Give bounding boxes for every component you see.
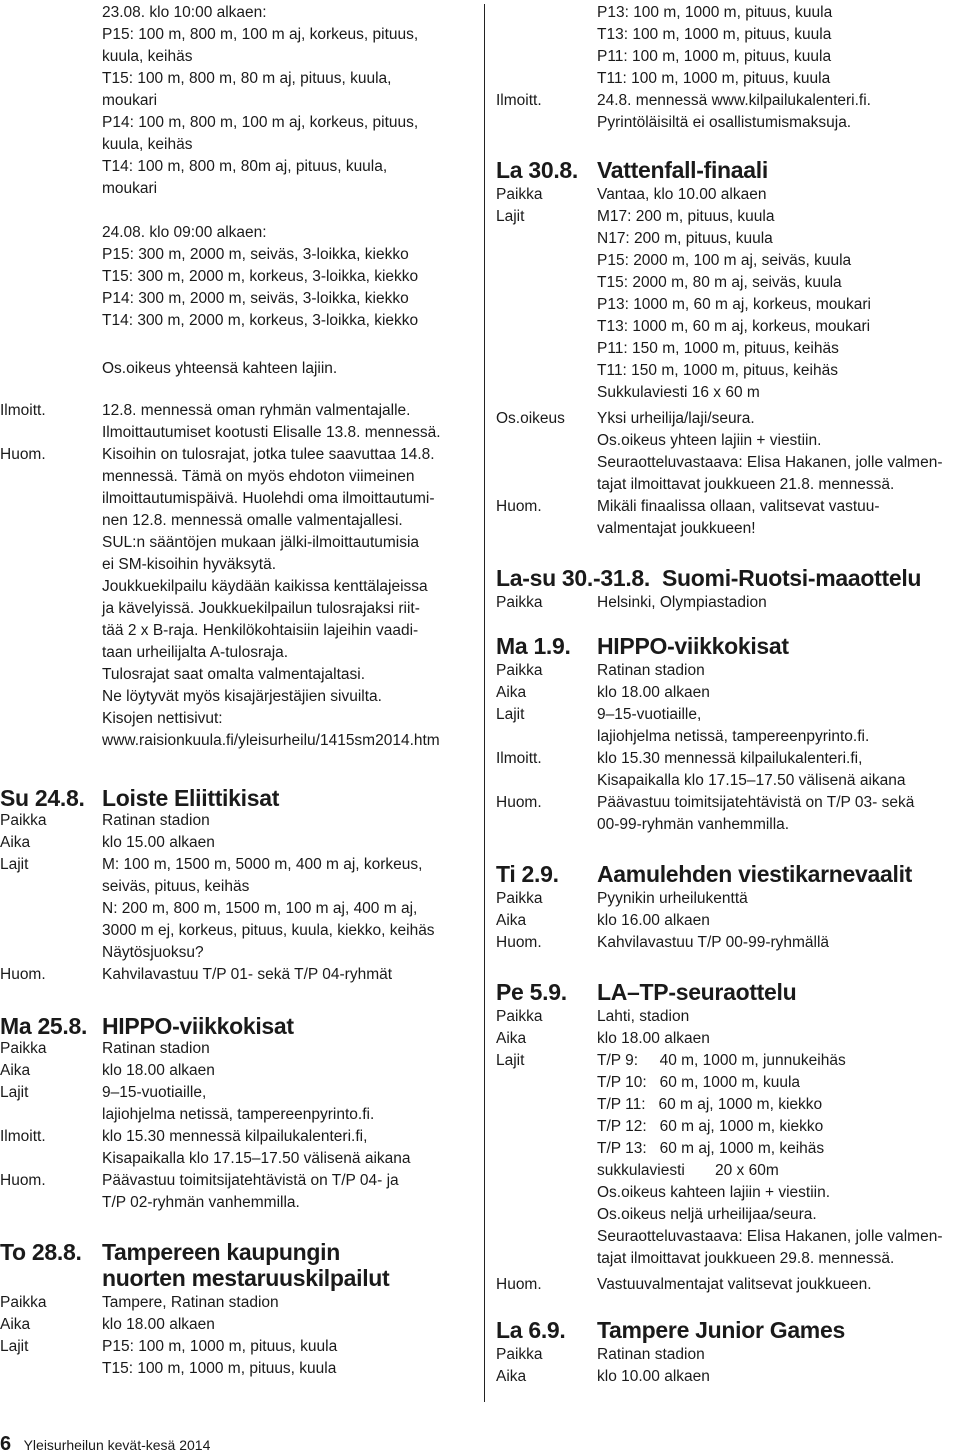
left-column: [0, 0, 478, 1455]
field-value: Kisojen nettisivut:: [102, 710, 223, 727]
page-number: 6: [0, 1433, 12, 1455]
field-value: Kisoihin on tulosrajat, jotka tulee saavuttaa 14.8.: [102, 446, 435, 463]
field-value: P13: 1000 m, 60 m aj, korkeus, moukari: [597, 296, 871, 313]
field-value: Helsinki, Olympiastadion: [597, 594, 767, 611]
field-value: moukari: [102, 180, 158, 197]
field-value: P11: 100 m, 1000 m, pituus, kuula: [597, 48, 832, 65]
field-value: P15: 100 m, 1000 m, pituus, kuula: [102, 1338, 338, 1355]
event-title: nuorten mestaruuskilpailut: [102, 1265, 390, 1291]
field-value: T14: 100 m, 800 m, 80m aj, pituus, kuula,: [102, 158, 388, 175]
field-value: tää 2 x B-raja. Henkilökohtaisiin lajeihin vaadi-: [102, 622, 419, 639]
field-label: Paikka: [496, 890, 543, 907]
field-value: 00-99-ryhmän vanhemmilla.: [597, 816, 790, 833]
field-value: ei SM-kisoihin hyväksytä.: [102, 556, 277, 573]
field-label: Lajit: [0, 1338, 29, 1355]
field-value: T14: 300 m, 2000 m, korkeus, 3-loikka, kiekko: [102, 312, 419, 329]
field-value: lajiohjelma netissä, tampereenpyrinto.fi.: [597, 728, 870, 745]
field-value: klo 16.00 alkaen: [597, 912, 710, 929]
field-value: M17: 200 m, pituus, kuula: [597, 208, 775, 225]
field-value: mennessä. Tämä on myös ehdoton viimeinen: [102, 468, 415, 485]
field-value: Seuraotteluvastaava: Elisa Hakanen, jolle valmen-: [597, 1228, 943, 1245]
field-value: nen 12.8. mennessä omalle valmentajallesi.: [102, 512, 403, 529]
field-value: Ratinan stadion: [597, 662, 705, 679]
event-date: La 30.8.: [496, 157, 578, 183]
field-value: Tampere, Ratinan stadion: [102, 1294, 279, 1311]
field-value: Sukkulaviesti 16 x 60 m: [597, 384, 760, 401]
field-label: Ilmoitt.: [496, 92, 542, 109]
field-value: T/P 9: 40 m, 1000 m, junnukeihäs: [597, 1052, 846, 1069]
page-footer: [0, 1433, 210, 1455]
field-label: Paikka: [496, 186, 543, 203]
field-label: Paikka: [0, 1040, 47, 1057]
field-value: T15: 100 m, 800 m, 80 m aj, pituus, kuula,: [102, 70, 392, 87]
field-value: Os.oikeus neljä urheilijaa/seura.: [597, 1206, 817, 1223]
field-value: Os.oikeus kahteen lajiin + viestiin.: [597, 1184, 831, 1201]
field-label: Paikka: [496, 662, 543, 679]
field-value: klo 15.30 mennessä kilpailukalenteri.fi,: [597, 750, 863, 767]
field-label: Aika: [0, 1316, 31, 1333]
field-value: kuula, keihäs: [102, 48, 193, 65]
field-value: Ratinan stadion: [597, 1346, 705, 1363]
event-title: Tampere Junior Games: [597, 1317, 845, 1343]
field-value: Päävastuu toimitsijatehtävistä on T/P 03- sekä: [597, 794, 915, 811]
field-value: P15: 2000 m, 100 m aj, seiväs, kuula: [597, 252, 852, 269]
field-label: Lajit: [0, 1084, 29, 1101]
field-value: T/P 10: 60 m, 1000 m, kuula: [597, 1074, 801, 1091]
field-label: Paikka: [496, 594, 543, 611]
field-value: ilmoittautumispäivä. Huolehdi oma ilmoittautumi-: [102, 490, 435, 507]
field-value: Ratinan stadion: [102, 812, 210, 829]
field-label: Aika: [496, 684, 527, 701]
field-value: T13: 100 m, 1000 m, pituus, kuula: [597, 26, 832, 43]
field-value: T/P 02-ryhmän vanhemmilla.: [102, 1194, 300, 1211]
field-value: tajat ilmoittavat joukkueen 21.8. mennessä.: [597, 476, 895, 493]
event-title: LA–TP-seuraottelu: [597, 979, 797, 1005]
field-value: Kisapaikalla klo 17.15–17.50 välisenä aikana: [597, 772, 906, 789]
field-label: Lajit: [496, 1052, 525, 1069]
field-value: P14: 300 m, 2000 m, seiväs, 3-loikka, kiekko: [102, 290, 409, 307]
field-value: T/P 11: 60 m aj, 1000 m, kiekko: [597, 1096, 823, 1113]
event-title: Tampereen kaupungin: [102, 1239, 340, 1265]
field-value: klo 18.00 alkaen: [102, 1316, 215, 1333]
field-label: Aika: [0, 834, 31, 851]
event-date: La 6.9.: [496, 1317, 566, 1343]
field-label: Huom.: [496, 1276, 542, 1293]
field-value: kuula, keihäs: [102, 136, 193, 153]
field-value: klo 18.00 alkaen: [102, 1062, 215, 1079]
field-value: Pyrintöläisiltä ei osallistumismaksuja.: [597, 114, 852, 131]
field-value: T/P 12: 60 m aj, 1000 m, kiekko: [597, 1118, 824, 1135]
event-date: Ma 1.9.: [496, 633, 571, 659]
field-value: Näytösjuoksu?: [102, 944, 204, 961]
field-value: Os.oikeus yhteen lajiin + viestiin.: [597, 432, 822, 449]
field-value: Ne löytyvät myös kisajärjestäjien sivuilta.: [102, 688, 382, 705]
field-value: klo 15.00 alkaen: [102, 834, 215, 851]
column-divider: [484, 4, 485, 1402]
field-label: Os.oikeus: [496, 410, 565, 427]
event-date: Pe 5.9.: [496, 979, 567, 1005]
field-label: Huom.: [496, 794, 542, 811]
field-value: sukkulaviesti 20 x 60m: [597, 1162, 779, 1179]
field-value: Pyynikin urheilukenttä: [597, 890, 748, 907]
field-value: T11: 150 m, 1000 m, pituus, keihäs: [597, 362, 838, 379]
field-value: klo 18.00 alkaen: [597, 684, 710, 701]
field-label: Huom.: [0, 446, 46, 463]
field-label: Lajit: [496, 208, 525, 225]
field-value: klo 15.30 mennessä kilpailukalenteri.fi,: [102, 1128, 368, 1145]
field-value: seiväs, pituus, keihäs: [102, 878, 250, 895]
field-label: Ilmoitt.: [0, 402, 46, 419]
field-value: T13: 1000 m, 60 m aj, korkeus, moukari: [597, 318, 871, 335]
event-date: Su 24.8.: [0, 785, 85, 811]
field-value: lajiohjelma netissä, tampereenpyrinto.fi.: [102, 1106, 375, 1123]
field-value: 12.8. mennessä oman ryhmän valmentajalle.: [102, 402, 411, 419]
field-label: Lajit: [496, 706, 525, 723]
event-title: HIPPO-viikkokisat: [102, 1013, 294, 1039]
event-title: Suomi-Ruotsi-maaottelu: [662, 565, 922, 591]
field-value: Ilmoittautumiset kootusti Elisalle 13.8. mennessä.: [102, 424, 441, 441]
field-value: www.raisionkuula.fi/yleisurheilu/1415sm2014.htm: [102, 732, 440, 749]
field-label: Paikka: [0, 812, 47, 829]
field-label: Huom.: [496, 498, 542, 515]
field-value: tajat ilmoittavat joukkueen 29.8. mennessä.: [597, 1250, 895, 1267]
field-value: 9–15-vuotiaille,: [102, 1084, 207, 1101]
event-title: Aamulehden viestikarnevaalit: [597, 861, 913, 887]
field-value: T15: 100 m, 1000 m, pituus, kuula: [102, 1360, 337, 1377]
field-value: Ratinan stadion: [102, 1040, 210, 1057]
field-value: P13: 100 m, 1000 m, pituus, kuula: [597, 4, 833, 21]
field-value: valmentajat joukkueen!: [597, 520, 756, 537]
field-label: Paikka: [0, 1294, 47, 1311]
publication-name: Yleisurheilun kevät-kesä 2014: [23, 1437, 211, 1453]
field-value: Kisapaikalla klo 17.15–17.50 välisenä aikana: [102, 1150, 411, 1167]
field-value: Vastuuvalmentajat valitsevat joukkueen.: [597, 1276, 872, 1293]
field-label: Ilmoitt.: [0, 1128, 46, 1145]
field-value: Os.oikeus yhteensä kahteen lajiin.: [102, 360, 338, 377]
field-label: Lajit: [0, 856, 29, 873]
field-value: Kahvilavastuu T/P 00-99-ryhmällä: [597, 934, 830, 951]
field-value: SUL:n sääntöjen mukaan jälki-ilmoittautumisia: [102, 534, 420, 551]
event-date: La-su 30.-31.8.: [496, 565, 651, 591]
field-value: taan urheilijalta A-tulosraja.: [102, 644, 289, 661]
field-value: Mikäli finaalissa ollaan, valitsevat vastuu-: [597, 498, 880, 515]
field-value: P11: 150 m, 1000 m, pituus, keihäs: [597, 340, 839, 357]
field-value: P14: 100 m, 800 m, 100 m aj, korkeus, pituus,: [102, 114, 419, 131]
field-value: 23.08. klo 10:00 alkaen:: [102, 4, 267, 21]
field-label: Aika: [496, 1368, 527, 1385]
field-label: Huom.: [0, 966, 46, 983]
field-label: Aika: [496, 912, 527, 929]
field-value: M: 100 m, 1500 m, 5000 m, 400 m aj, korkeus,: [102, 856, 423, 873]
field-value: moukari: [102, 92, 158, 109]
field-value: T11: 100 m, 1000 m, pituus, kuula: [597, 70, 831, 87]
field-value: klo 18.00 alkaen: [597, 1030, 710, 1047]
field-value: Tulosrajat saat omalta valmentajaltasi.: [102, 666, 366, 683]
field-value: T/P 13: 60 m aj, 1000 m, keihäs: [597, 1140, 825, 1157]
field-label: Huom.: [496, 934, 542, 951]
field-value: Seuraotteluvastaava: Elisa Hakanen, jolle valmen-: [597, 454, 943, 471]
event-title: HIPPO-viikkokisat: [597, 633, 789, 659]
field-value: 9–15-vuotiaille,: [597, 706, 702, 723]
field-value: Päävastuu toimitsijatehtävistä on T/P 04- ja: [102, 1172, 399, 1189]
field-label: Huom.: [0, 1172, 46, 1189]
field-label: Aika: [496, 1030, 527, 1047]
field-value: Lahti, stadion: [597, 1008, 690, 1025]
field-value: Joukkuekilpailu käydään kaikissa kenttälajeissa: [102, 578, 428, 595]
field-value: ja kävelyissä. Joukkuekilpailun tulosrajaksi riit-: [102, 600, 420, 617]
field-value: Vantaa, klo 10.00 alkaen: [597, 186, 767, 203]
field-value: T15: 2000 m, 80 m aj, seiväs, kuula: [597, 274, 842, 291]
event-title: Loiste Eliittikisat: [102, 785, 280, 811]
field-value: N17: 200 m, pituus, kuula: [597, 230, 773, 247]
field-value: Kahvilavastuu T/P 01- sekä T/P 04-ryhmät: [102, 966, 393, 983]
field-label: Ilmoitt.: [496, 750, 542, 767]
field-label: Aika: [0, 1062, 31, 1079]
field-label: Paikka: [496, 1346, 543, 1363]
field-value: 24.08. klo 09:00 alkaen:: [102, 224, 267, 241]
field-value: T15: 300 m, 2000 m, korkeus, 3-loikka, kiekko: [102, 268, 419, 285]
field-value: P15: 100 m, 800 m, 100 m aj, korkeus, pituus,: [102, 26, 419, 43]
field-value: 24.8. mennessä www.kilpailukalenteri.fi.: [597, 92, 871, 109]
field-label: Paikka: [496, 1008, 543, 1025]
event-date: Ma 25.8.: [0, 1013, 88, 1039]
field-value: 3000 m ej, korkeus, pituus, kuula, kiekko, keihäs: [102, 922, 435, 939]
event-date: Ti 2.9.: [496, 861, 559, 887]
field-value: Yksi urheilija/laji/seura.: [597, 410, 755, 427]
field-value: klo 10.00 alkaen: [597, 1368, 710, 1385]
field-value: P15: 300 m, 2000 m, seiväs, 3-loikka, kiekko: [102, 246, 409, 263]
event-title: Vattenfall-finaali: [597, 157, 768, 183]
right-column: [496, 0, 960, 1455]
field-value: N: 200 m, 800 m, 1500 m, 100 m aj, 400 m aj,: [102, 900, 418, 917]
event-date: To 28.8.: [0, 1239, 82, 1265]
